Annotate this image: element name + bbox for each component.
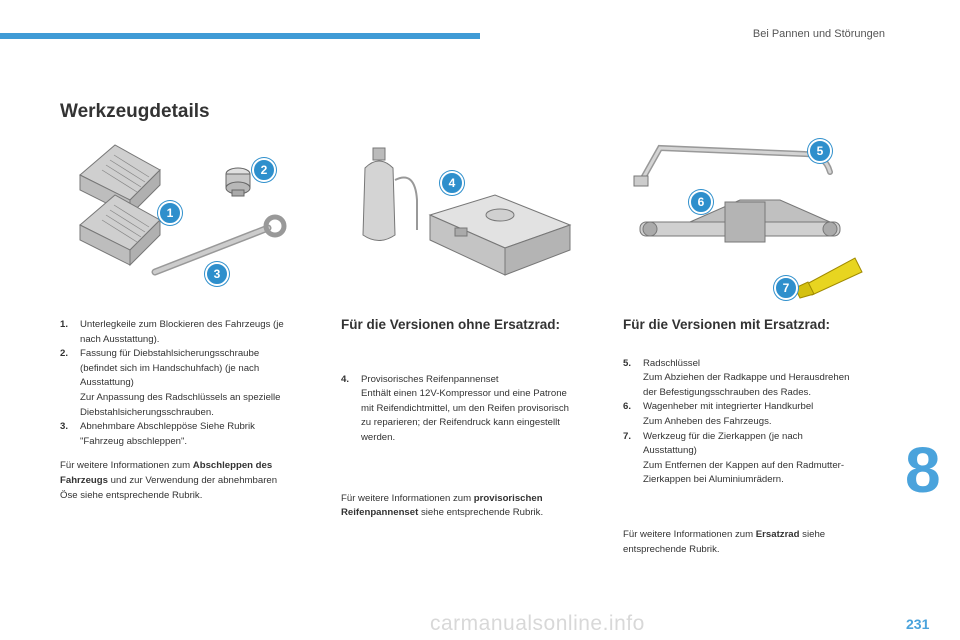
list-item bbox=[341, 373, 611, 446]
compressor-icon bbox=[430, 195, 570, 275]
list-item bbox=[623, 400, 893, 429]
item-number: 7. bbox=[623, 430, 632, 442]
note-bold: Abschleppen des bbox=[192, 460, 273, 472]
item-text: Zum Abziehen der Radkappe und Herausdrehen bbox=[643, 372, 850, 384]
item-text: Zum Anheben des Fahrzeugs. bbox=[643, 415, 772, 427]
middle-column bbox=[341, 318, 611, 521]
right-note bbox=[623, 528, 893, 557]
watermark: carmanualsonline.info bbox=[430, 612, 645, 635]
wheel-brace-icon bbox=[634, 148, 830, 186]
item-text: werden. bbox=[361, 431, 396, 443]
badge-4: 4 bbox=[440, 171, 464, 195]
note-text: Für weitere Informationen zum bbox=[60, 460, 193, 472]
note-bold: Fahrzeugs bbox=[60, 474, 108, 486]
item-text: Zierkappen bei Aluminiumrädern. bbox=[643, 474, 784, 486]
middle-heading: Für die Versionen ohne Ersatzrad: bbox=[341, 317, 561, 332]
list-item bbox=[60, 318, 330, 347]
item-text: Abnehmbare Abschleppöse Siehe Rubrik bbox=[80, 421, 255, 433]
item-number: 4. bbox=[341, 373, 350, 385]
badge-7: 7 bbox=[774, 276, 798, 300]
page-number: 231 bbox=[906, 616, 930, 632]
note-text: Für weitere Informationen zum bbox=[341, 492, 474, 504]
note-text: entsprechende Rubrik. bbox=[623, 543, 720, 555]
socket-adapter-icon bbox=[226, 168, 250, 196]
list-item bbox=[60, 420, 330, 449]
page-title: Werkzeugdetails bbox=[60, 101, 210, 122]
item-number: 6. bbox=[623, 401, 632, 413]
badge-3: 3 bbox=[205, 262, 229, 286]
item-text: Fassung für Diebstahlsicherungsschraube bbox=[80, 348, 260, 360]
right-heading: Für die Versionen mit Ersatzrad: bbox=[623, 317, 831, 332]
item-text: nach Ausstattung). bbox=[80, 333, 160, 345]
item-text: Werkzeug für die Zierkappen (je nach bbox=[643, 430, 803, 442]
item-number: 1. bbox=[60, 319, 69, 330]
list-item bbox=[623, 430, 893, 488]
badge-2: 2 bbox=[252, 158, 276, 182]
item-text: Zum Entfernen der Kappen auf den Radmutter- bbox=[643, 459, 845, 471]
note-bold: Reifenpannenset bbox=[341, 507, 419, 519]
item-text: Enthält einen 12V-Kompressor und eine Patrone bbox=[361, 388, 567, 400]
wheel-chock-icon bbox=[80, 195, 160, 265]
item-text: Diebstahlsicherungsschrauben. bbox=[80, 406, 214, 418]
item-number: 3. bbox=[60, 421, 69, 433]
note-text: siehe entsprechende Rubrik. bbox=[418, 507, 544, 519]
item-text: Radschlüssel bbox=[643, 357, 701, 369]
car-jack-icon bbox=[640, 200, 840, 242]
left-column bbox=[60, 318, 330, 503]
note-text: Für weitere Informationen zum bbox=[623, 528, 756, 540]
item-text: (befindet sich im Handschuhfach) (je nach bbox=[80, 362, 260, 374]
section-title: Bei Pannen und Störungen bbox=[752, 28, 885, 40]
item-text: mit Reifendichtmittel, um den Reifen provisorisch bbox=[361, 402, 569, 414]
badge-6: 6 bbox=[689, 190, 713, 214]
item-number: 2. bbox=[60, 348, 69, 360]
item-text: der Befestigungsschrauben des Rades. bbox=[643, 386, 811, 398]
item-number: 5. bbox=[623, 357, 632, 369]
item-text: "Fahrzeug abschleppen". bbox=[80, 435, 188, 447]
note-bold: provisorischen bbox=[473, 492, 543, 504]
right-column bbox=[623, 318, 893, 557]
badge-5: 5 bbox=[808, 139, 832, 163]
list-item bbox=[623, 357, 893, 401]
tools-illustration-right bbox=[630, 140, 870, 300]
left-note bbox=[60, 459, 330, 503]
item-text: Provisorisches Reifenpannenset bbox=[361, 373, 499, 385]
sealant-bottle-icon bbox=[363, 148, 417, 241]
list-item bbox=[60, 347, 330, 420]
note-text: und zur Verwendung der abnehmbaren bbox=[107, 474, 278, 486]
hubcap-tool-icon bbox=[795, 258, 862, 298]
middle-note bbox=[341, 492, 611, 521]
note-bold: Ersatzrad bbox=[755, 528, 800, 540]
repair-kit-illustration bbox=[355, 140, 585, 290]
item-text: zu reparieren; der Reifendruck kann eingestellt bbox=[361, 417, 560, 429]
badge-1: 1 bbox=[158, 201, 182, 225]
item-text: Ausstattung) bbox=[80, 377, 134, 389]
note-text: Öse siehe entsprechende Rubrik. bbox=[60, 489, 203, 501]
item-text: Ausstattung) bbox=[643, 445, 697, 457]
header-accent-bar bbox=[0, 33, 480, 39]
item-text: Wagenheber mit integrierter Handkurbel bbox=[643, 401, 814, 413]
note-text: siehe bbox=[799, 528, 826, 540]
chapter-number: 8 bbox=[905, 434, 941, 506]
item-text: Zur Anpassung des Radschlüssels an spezielle bbox=[80, 391, 281, 403]
item-text: Unterlegkeile zum Blockieren des Fahrzeugs (je bbox=[80, 319, 284, 330]
